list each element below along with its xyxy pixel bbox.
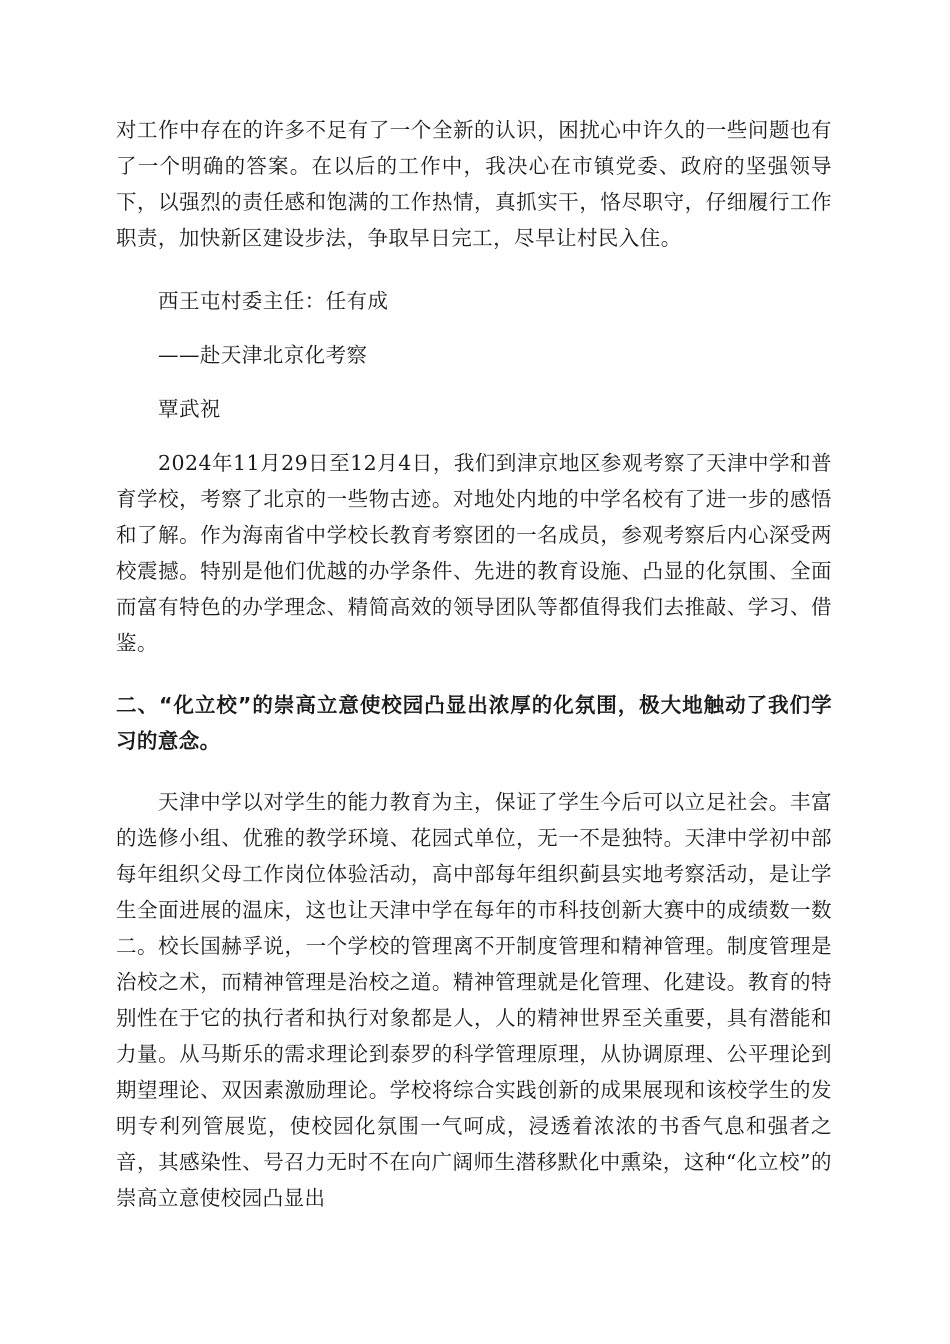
subtitle-line: ——赴天津北京化考察: [158, 343, 368, 367]
intro-paragraph: 2024年11月29日至12月4日，我们到津京地区参观考察了天津中学和普育学校，考察了北京的一些物古迹。对地处内地的中学名校有了进一步的感悟和了解。作为海南省中学校长教育考察团的一名成员，参观考察后内心深受两校震撼。特别是他们优越的办学条件、先进的教育设施、凸显的化氛围、全面而富有特色的办学理念、精简高效的领导团队等都值得我们去推敲、学习、借鉴。: [116, 451, 832, 655]
signature-line: 西王屯村委主任：任有成: [158, 289, 389, 313]
continued-paragraph: 对工作中存在的许多不足有了一个全新的认识，困扰心中许久的一些问题也有了一个明确的答案。在以后的工作中，我决心在市镇党委、政府的坚强领导下，以强烈的责任感和饱满的工作热情，真抓实干，恪尽职守，仔细履行工作职责，加快新区建设步法，争取早日完工，尽早让村民入住。: [116, 118, 832, 250]
author-line: 覃武祝: [158, 397, 221, 421]
section-heading: 二、“化立校”的崇高立意使校园凸显出浓厚的化氛围，极大地触动了我们学习的意念。: [116, 693, 832, 753]
body-paragraph: 天津中学以对学生的能力教育为主，保证了学生今后可以立足社会。丰富的选修小组、优雅的教学环境、花园式单位，无一不是独特。天津中学初中部每年组织父母工作岗位体验活动，高中部每年组织蓟县实地考察活动，是让学生全面进展的温床，这也让天津中学在每年的市科技创新大赛中的成绩数一数二。校长国赫孚说，一个学校的管理离不开制度管理和精神管理。制度管理是治校之术，而精神管理是治校之道。精神管理就是化管理、化建设。教育的特别性在于它的执行者和执行对象都是人，人的精神世界至关重要，具有潜能和力量。从马斯乐的需求理论到泰罗的科学管理原理，从协调原理、公平理论到期望理论、双因素激励理论。学校将综合实践创新的成果展现和该校学生的发明专利列管展览，使校园化氛围一气呵成，浸透着浓浓的书香气息和强者之音，其感染性、号召力无时不在向广阔师生潜移默化中熏染，这种“化立校”的崇高立意使校园凸显出: [116, 790, 832, 1210]
